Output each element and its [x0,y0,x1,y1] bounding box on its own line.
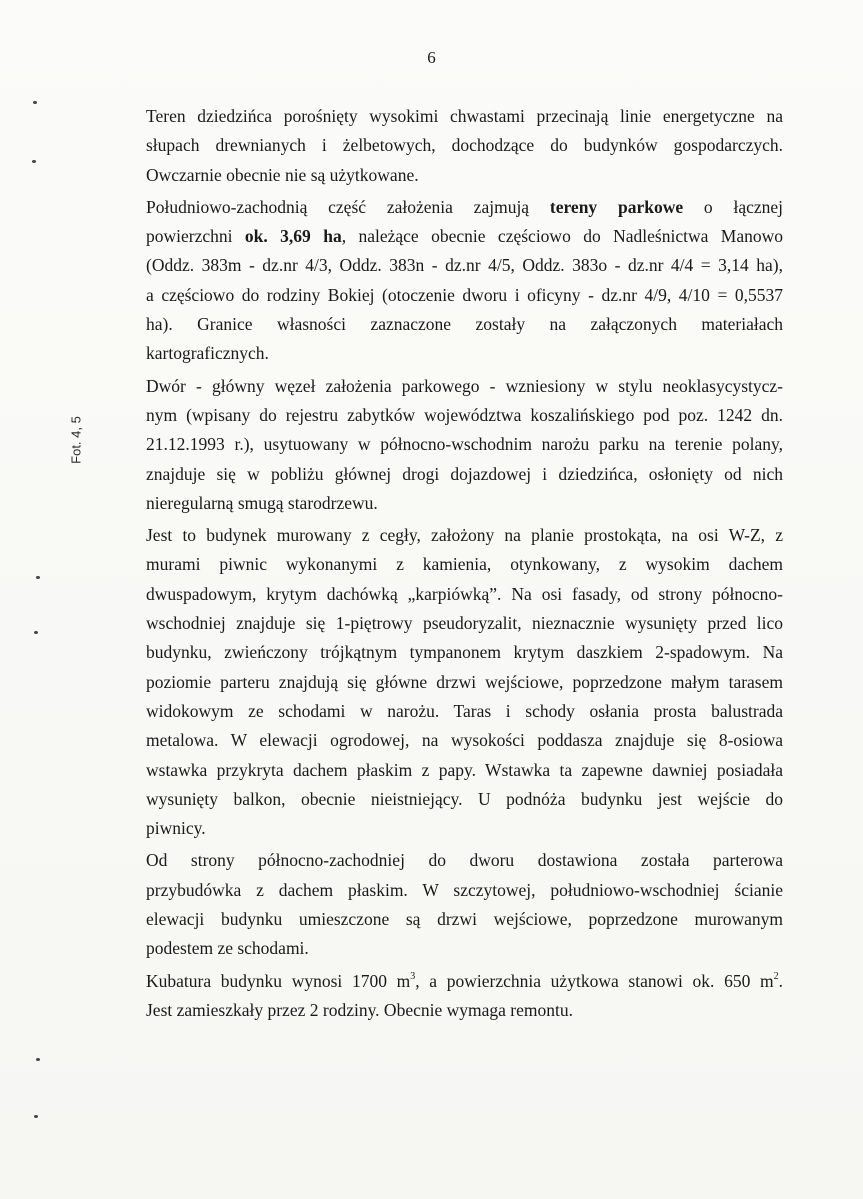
text-line: 21.12.1993 r.), usytuowany w północno-wschodnim narożu parku na terenie polany, [146,434,783,455]
text-line: Kubatura budynku wynosi 1700 $m^3$, a powierzchnia użytkowa stanowi ok. 650 $m^2$. [146,970,783,991]
text-line: wstawka przykryta dachem płaskim z papy. Wstawka ta zapewne dawniej posiadała [146,759,783,780]
scan-speck [34,1115,38,1118]
text-line: podestem ze schodami. [146,938,309,959]
text-line: słupach drewnianych i żelbetowych, dochodzące do budynków gospodarczych. [146,135,783,156]
text-line: Owczarnie obecnie nie są użytkowane. [146,164,419,185]
bold-area: ok. 3,69 ha [244,226,342,247]
text-line: nym (wpisany do rejestru zabytków województwa koszalińskiego pod poz. 1242 dn. [146,404,783,425]
scan-speck [36,1058,40,1061]
text-line: elewacji budynku umieszczone są drzwi wejściowe, poprzedzone murowanym [146,909,783,930]
paragraph-volume [146,967,783,1026]
paragraph-building-description [146,521,783,843]
text-line: metalowa. W elewacji ogrodowej, na wysokości poddasza znajduje się 8-osiowa [146,730,783,751]
text-line: Teren dziedzińca porośnięty wysokimi chwastami przecinają linie energetyczne na [146,106,783,126]
bold-term: tereny parkowe [549,196,684,217]
side-note-photo-reference: Fot. 4, 5 [68,416,84,464]
text-line: poziomie parteru znajdują się główne drzwi wejściowe, poprzedzone małym tarasem [146,671,783,692]
text-line: wysunięty balkon, obecnie nieistniejący. U podnóża budynku jest wejście do [146,788,783,809]
text-line: znajduje się w pobliżu głównej drogi dojazdowej i dziedzińca, osłonięty od nich [146,463,783,484]
text-line: wschodniej znajduje się 1-piętrowy pseudoryzalit, nieznacznie wysunięty przed lico [146,613,783,634]
superscript-square: 2 [773,970,779,982]
paragraph-courtyard [146,102,783,190]
text-line: (Oddz. 383m - dz.nr 4/3, Oddz. 383n - dz.nr 4/5, Oddz. 383o - dz.nr 4/4 = 3,14 ha), [146,255,783,276]
text-line: dwuspadowym, krytym dachówką „karpiówką”. Na osi fasady, od strony północno- [146,583,783,604]
text-line: Południowo-zachodnią część założenia zajmują tereny parkowe o łącznej [146,196,783,217]
text-line: piwnicy. [146,818,206,839]
paragraph-manor-house [146,372,783,518]
text-line: Dwór - główny węzeł założenia parkowego - wzniesiony w stylu neoklasycystycz- [146,375,783,396]
text-line: a częściowo do rodziny Bokiej (otoczenie dworu i oficyny - dz.nr 4/9, 4/10 = 0,5537 [146,284,783,305]
paragraph-annex [146,846,783,963]
text-line: powierzchni ok. 3,69 ha, należące obecnie częściowo do Nadleśnictwa Manowo [146,226,784,247]
superscript-cubic: 3 [410,970,416,982]
scan-speck [34,631,38,634]
page-number: 6 [427,48,436,67]
text-line: ha). Granice własności zaznaczone zostały na załączonych materiałach [146,314,783,335]
text-line: Jest zamieszkały przez 2 rodziny. Obecnie wymaga remontu. [146,999,573,1020]
scan-speck [33,101,37,104]
text-line: Od strony północno-zachodniej do dworu dostawiona została parterowa [146,850,783,871]
text-line: widokowym ze schodami w narożu. Taras i schody osłania prosta balustrada [146,700,783,721]
scan-speck [36,576,40,579]
body-text [146,102,783,1028]
text-line: kartograficznych. [146,343,269,364]
text-line: przybudówka z dachem płaskim. W szczytowej, południowo-wschodniej ścianie [146,879,783,900]
text-line: murami piwnic wykonanymi z kamienia, otynkowany, z wysokim dachem [146,554,783,575]
paragraph-park-areas [146,193,783,369]
scan-speck [32,160,36,163]
text-line: nieregularną smugą starodrzewu. [146,492,378,513]
text-line: budynku, zwieńczony trójkątnym tympanonem krytym daszkiem 2-spadowym. Na [146,642,783,663]
text-line: Jest to budynek murowany z cegły, założony na planie prostokąta, na osi W-Z, z [146,525,783,546]
